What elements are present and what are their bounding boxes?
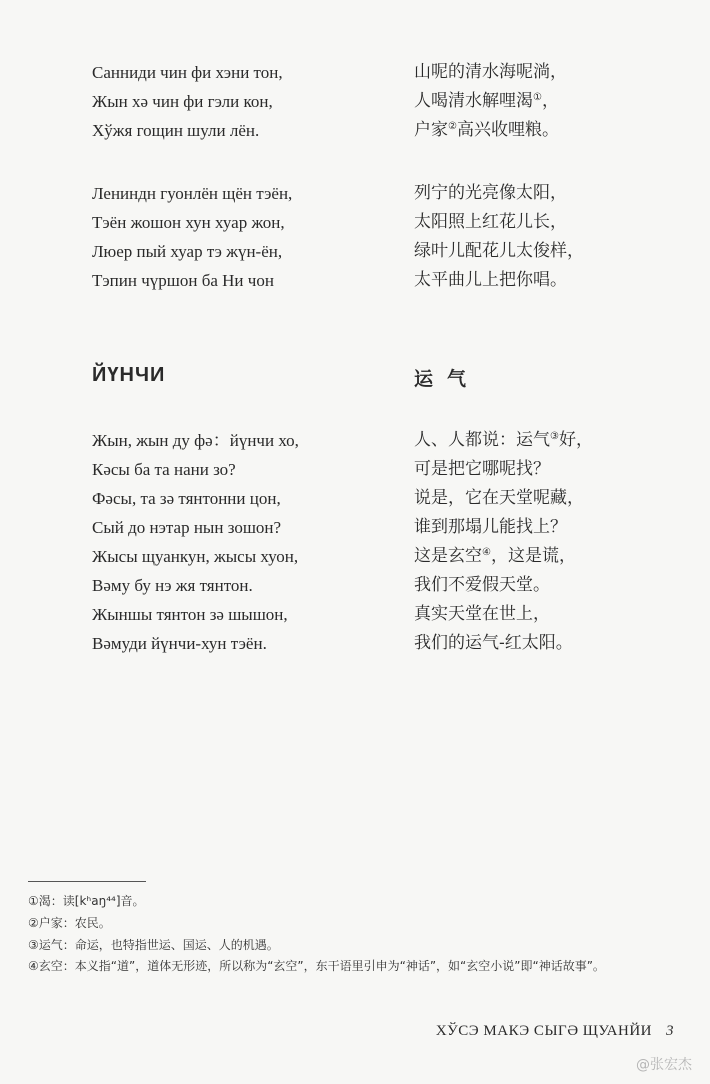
verse-line: 太阳照上红花儿长， [414,212,567,232]
verse-line: 可是把它哪呢找？ [414,459,550,479]
stanza-2-chinese [414,179,584,295]
footnote-ref: ③ [550,431,559,442]
stanza-1-chinese [414,58,567,145]
footnote: ④玄空：本义指“道”，道体无形迹，所以称为“玄空”，东干语里引申为“神话”，如“玄空小说”即“神话故事”。 [28,959,605,973]
verse-line: 这是玄空④，这是谎， [414,546,576,566]
section-title-cyrillic: ЙҮНЧИ [92,364,166,386]
verse-line: Тэпин чүршон ба Ни чон [92,271,274,290]
verse-line: 我们不爱假天堂。 [414,575,550,595]
running-head [436,1023,674,1040]
footnotes [28,890,678,977]
verse-line: Жыншы тянтон зә шышон, [92,605,288,624]
verse-line: Кәсы ба та нани зо? [92,460,236,479]
verse-line: 绿叶儿配花儿太俊样， [414,241,584,261]
footnote-ref: ② [448,121,457,132]
verse-line: 人喝清水解哩渴①， [414,91,559,111]
stanza-1-cyrillic [92,58,283,145]
watermark: @张宏杰 [636,1057,692,1073]
verse-line: 户家②高兴收哩粮。 [414,120,559,140]
verse-line: Санниди чин фи хэни тон, [92,63,283,82]
footnote: ③运气：命运，也特指世运、国运、人的机遇。 [28,938,279,952]
verse-line: 谁到那塌儿能找上？ [414,517,567,537]
verse-line: 列宁的光亮像太阳， [414,183,567,203]
footnote-ref: ① [533,92,542,103]
verse-line: Жын, жын ду фә：йүнчи хо, [92,431,299,450]
verse-line: 我们的运气-红太阳。 [414,633,573,653]
verse-line: Жысы щуанкун, жысы хуон, [92,547,299,566]
verse-line: Люер пый хуар тэ жүн-ён, [92,242,283,261]
stanza-2-cyrillic [92,179,292,295]
verse-line: Вәмуди йүнчи-хун тэён. [92,634,267,653]
book-title: ХЎСЭ МАКЭ СЫГӘ ЩУАНЙИ [435,1023,652,1039]
section-title-chinese: 运气 [414,368,481,390]
verse-line: 人、人都说：运气③好， [414,430,593,450]
footnote-ref: ④ [482,547,491,558]
footnote: ①渴：读[kʰaŋ⁴⁴]音。 [28,894,145,908]
verse-line: 山呢的清水海呢淌， [414,62,567,82]
verse-line: 真实天堂在世上， [414,604,550,624]
verse-line: Лениндн гуонлён щён тэён, [92,184,293,203]
verse-line: Хўжя гощин шули лён. [92,121,260,140]
verse-line: Сый до нэтар нын зошон? [92,518,282,537]
stanza-3-cyrillic [92,426,299,658]
verse-line: Тэён жошон хун хуар жон, [92,213,285,232]
verse-line: Жын хә чин фи гэли кон, [92,92,273,111]
footnote-divider [28,881,146,882]
page-number: 3 [666,1023,674,1039]
verse-line: Вәму бу нэ жя тянтон. [92,576,253,595]
verse-line: 说是，它在天堂呢藏， [414,488,584,508]
stanza-3-chinese [414,426,593,658]
verse-line: 太平曲儿上把你唱。 [414,270,567,290]
footnote: ②户家：农民。 [28,916,111,930]
verse-line: Фәсы, та зә тянтонни цон, [92,489,281,508]
